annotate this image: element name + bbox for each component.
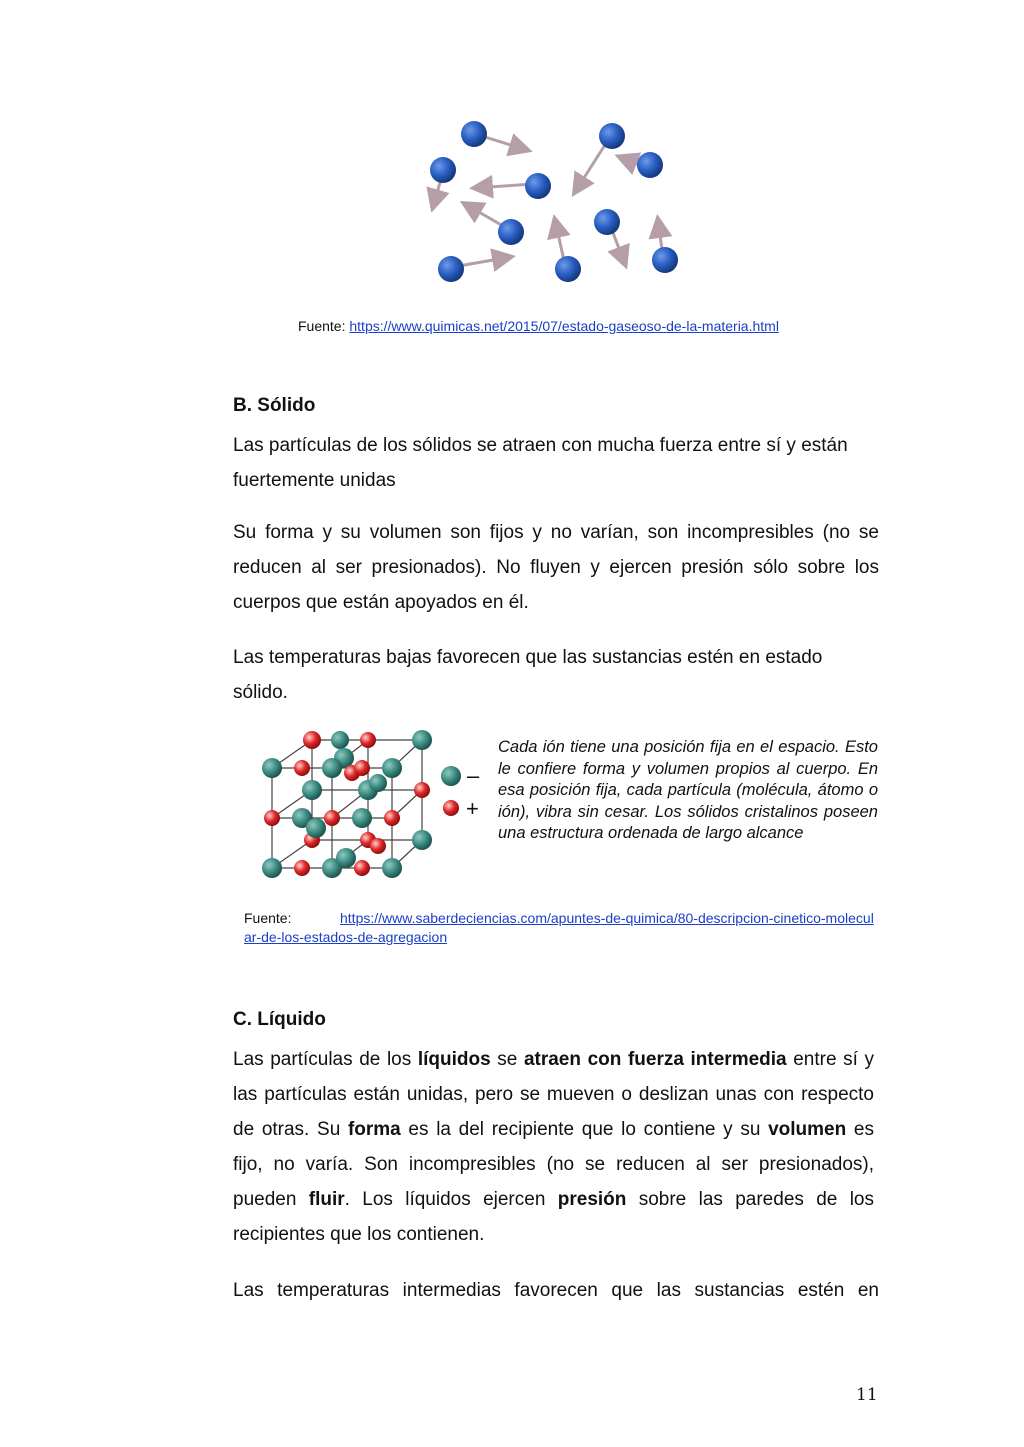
legend-cation-sphere [443, 800, 459, 816]
text-run: . Los líquidos ejercen [344, 1189, 558, 1210]
text-run: entre sí y las partículas están unidas, pero se mueven o deslizan unas con respecto de otras. Su [233, 1049, 875, 1140]
solid-paragraph-2: Su forma y su volumen son fijos y no varían, son incompresibles (no se reducen al ser presionados). No fluyen y ejercen presión sólo sobre los cuerpos que están apoyados en él. [233, 522, 879, 613]
page-number: 11 [856, 1385, 878, 1405]
text-run: Las partículas de los [233, 1049, 418, 1070]
solid-paragraph-3: Las temperaturas bajas favorecen que las sustancias estén en estado sólido. [233, 647, 823, 703]
liquid-paragraph-1 [233, 1042, 874, 1252]
solid-paragraph-1: Las partículas de los sólidos se atraen con mucha fuerza entre sí y están fuertemente unidas [233, 435, 848, 491]
legend-plus-sign: + [466, 796, 479, 821]
bold-term: atraen con fuerza intermedia [523, 1049, 787, 1070]
liquid-paragraph-2: Las temperaturas intermedias favorecen que las sustancias estén en [233, 1280, 879, 1301]
crystal-note: Cada ión tiene una posición fija en el espacio. Esto le confiere forma y volumen propios al cuerpo. En esa posición fija, cada partícula (molécula, átomo o ión), vibra sin cesar. Los sólidos cristalinos poseen una estructura ordenada de largo alcance [498, 738, 878, 842]
bold-term: presión [557, 1189, 627, 1210]
source-prefix: Fuente: [298, 318, 350, 334]
source-prefix: Fuente: [244, 910, 292, 926]
gas-figure-source [298, 318, 779, 334]
bold-term: fluir [308, 1189, 345, 1210]
bold-term: líquidos [417, 1049, 491, 1070]
solid-source-link[interactable]: https://www.saberdeciencias.com/apuntes-de-quimica/80-descripcion-cinetico-molecular-de-los-estados-de-agregacion [244, 910, 874, 945]
bold-term: forma [347, 1119, 401, 1140]
solid-figure-source [244, 909, 876, 947]
text-run: sobre las paredes de los recipientes que los contienen. [233, 1189, 874, 1245]
bold-term: volumen [768, 1119, 847, 1140]
section-heading-liquido: C. Líquido [233, 1009, 326, 1030]
text-run: se [490, 1049, 524, 1070]
gas-particles-figure [415, 112, 695, 292]
section-heading-solido: B. Sólido [233, 395, 316, 416]
legend-anion-sphere [441, 766, 461, 786]
gas-source-link[interactable]: https://www.quimicas.net/2015/07/estado-gaseoso-de-la-materia.html [349, 318, 779, 334]
text-run: es fijo, no varía. Son incompresibles (no se reducen al ser presionados), pueden [233, 1119, 874, 1210]
legend-minus-sign: – [467, 763, 480, 788]
text-run: es la del recipiente que lo contiene y su [400, 1119, 769, 1140]
crystal-lattice-figure [258, 728, 486, 898]
